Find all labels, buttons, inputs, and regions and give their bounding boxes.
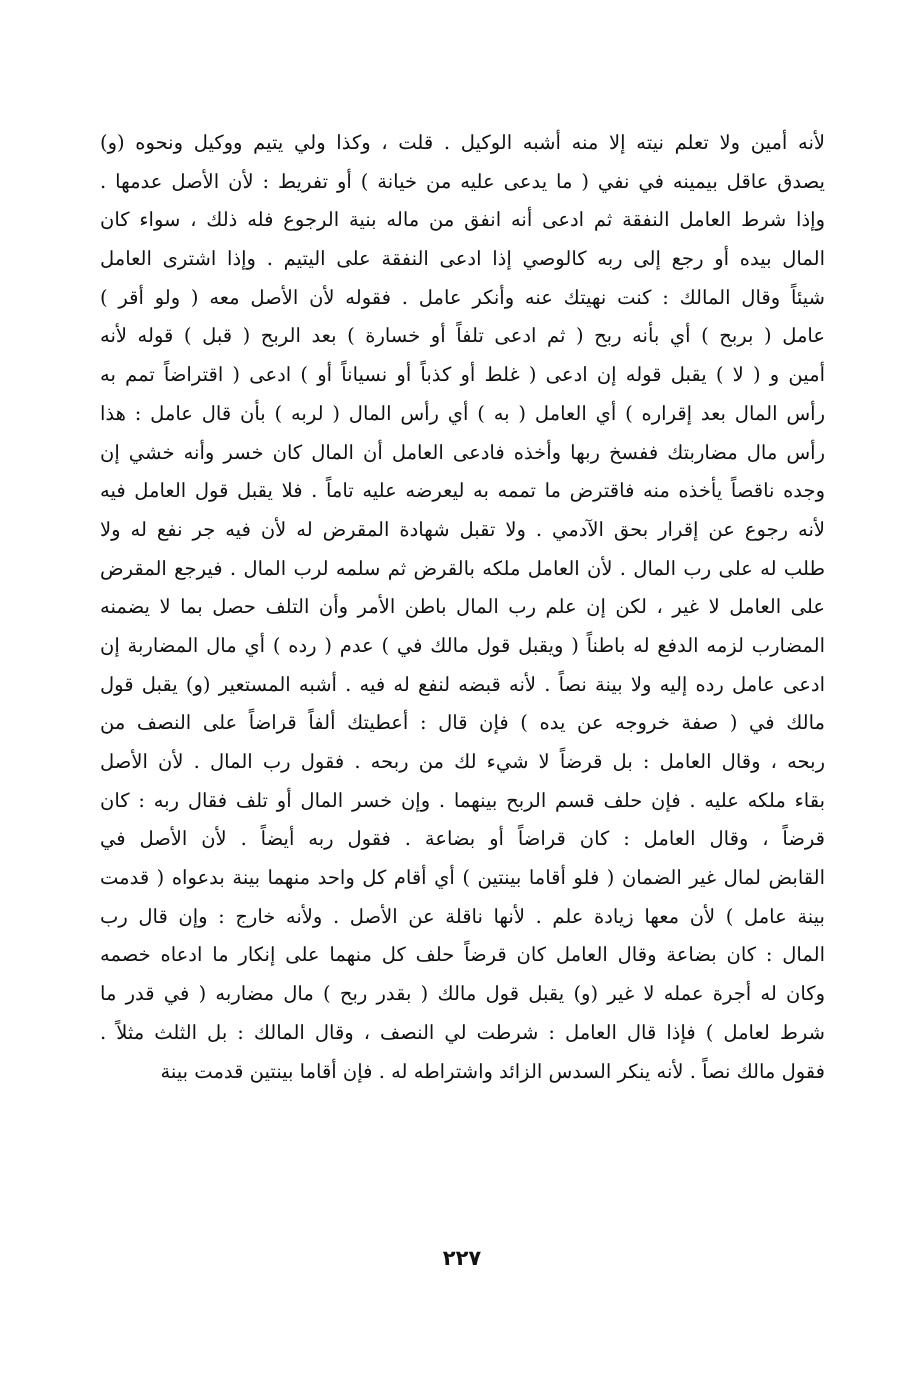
text-line: فقول مالك نصاً . لأنه ينكر السدس الزائد واشتراطه له . فإن أقاما بينتين قدمت بينة [160,1059,825,1083]
text-line: القابض لمال غير الضمان ( فلو أقاما بينتين ) أي أقام كل واحد منهما بينة بدعواه ( قدمت [100,866,825,890]
text-line: المضارب لزمه الدفع له باطناً ( ويقبل قول مالك في ) عدم ( رده ) أي مال المضاربة إن [100,633,825,657]
page-number: ٢٢٧ [442,1246,482,1270]
text-line: المال بيده أو رجع إلى ربه كالوصي إذا ادعى النفقة على اليتيم . وإذا اشترى العامل [100,247,825,271]
text-line: شرط لعامل ) فإذا قال العامل : شرطت لي النصف ، وقال المالك : بل الثلث مثلاً . [100,1020,825,1044]
text-line: يصدق عاقل بيمينه في نفي ( ما يدعى عليه من خيانة ) أو تفريط : لأن الأصل عدمها . [100,169,825,193]
text-line: طلب له على رب المال . لأن العامل ملكه بالقرض ثم سلمه لرب المال . فيرجع المقرض [100,556,825,580]
text-line: ادعى عامل رده إليه ولا بينة نصاً . لأنه قبضه لنفع له فيه . أشبه المستعير (و) يقبل قول [100,672,825,696]
text-line: ربحه ، وقال العامل : بل قرضاً لا شيء لك من ربحه . فقول رب المال . لأن الأصل [100,750,825,773]
text-line: بقاء ملكه عليه . فإن حلف قسم الربح بينهما . وإن خسر المال أو تلف فقال ربه : كان [100,788,825,812]
text-line: لأنه أمين ولا تعلم نيته إلا منه أشبه الوكيل . قلت ، وكذا ولي يتيم ووكيل ونحوه (و) [100,131,825,154]
text-line: قرضاً ، وقال العامل : كان قراضاً أو بضاعة . فقول ربه أيضاً . لأن الأصل في [100,827,825,851]
text-line: عامل ( بربح ) أي بأنه ربح ( ثم ادعى تلفاً أو خسارة ) بعد الربح ( قبل ) قوله لأنه [100,324,825,348]
text-line: شيئاً وقال المالك : كنت نهيتك عنه وأنكر عامل . فقوله لأن الأصل معه ( ولو أقر ) [100,285,825,309]
text-line: المال : كان بضاعة وقال العامل كان قرضاً حلف كل منهما على إنكار ما ادعاه خصمه [100,943,825,967]
text-line: أمين و ( لا ) يقبل قوله إن ادعى ( غلط أو كذباً أو نسياناً أو ) ادعى ( اقتراضاً تمم به [100,363,825,387]
page-body-text [100,124,825,1091]
text-line: وإذا شرط العامل النفقة ثم ادعى أنه انفق من ماله بنية الرجوع فله ذلك ، سواء كان [100,208,825,232]
text-line: على العامل لا غير ، لكن إن علم رب المال باطن الأمر وأن التلف حصل بما لا يضمنه [100,595,825,619]
text-line: وجده ناقصاً يأخذه منه فاقترض ما تممه به ليعرضه عليه تاماً . فلا يقبل قول العامل فيه [100,479,825,503]
text-line: مالك في ( صفة خروجه عن يده ) فإن قال : أعطيتك ألفاً قراضاً على النصف من [100,711,825,735]
text-line: بينة عامل ) لأن معها زيادة علم . لأنها ناقلة عن الأصل . ولأنه خارج : وإن قال رب [100,904,825,928]
text-line: لأنه رجوع عن إقرار بحق الآدمي . ولا تقبل شهادة المقرض له لأن فيه جر نفع له ولا [100,517,825,541]
text-line: رأس مال مضاربتك ففسخ ربها وأخذه فادعى العامل أن المال كان خسر وأنه خشي إن [100,440,825,464]
text-line: وكان له أجرة عمله لا غير (و) يقبل قول مالك ( بقدر ربح ) مال مضاربه ( في قدر ما [100,982,825,1006]
text-line: رأس المال بعد إقراره ) أي العامل ( به ) أي رأس المال ( لربه ) بأن قال عامل : هذا [100,401,825,425]
